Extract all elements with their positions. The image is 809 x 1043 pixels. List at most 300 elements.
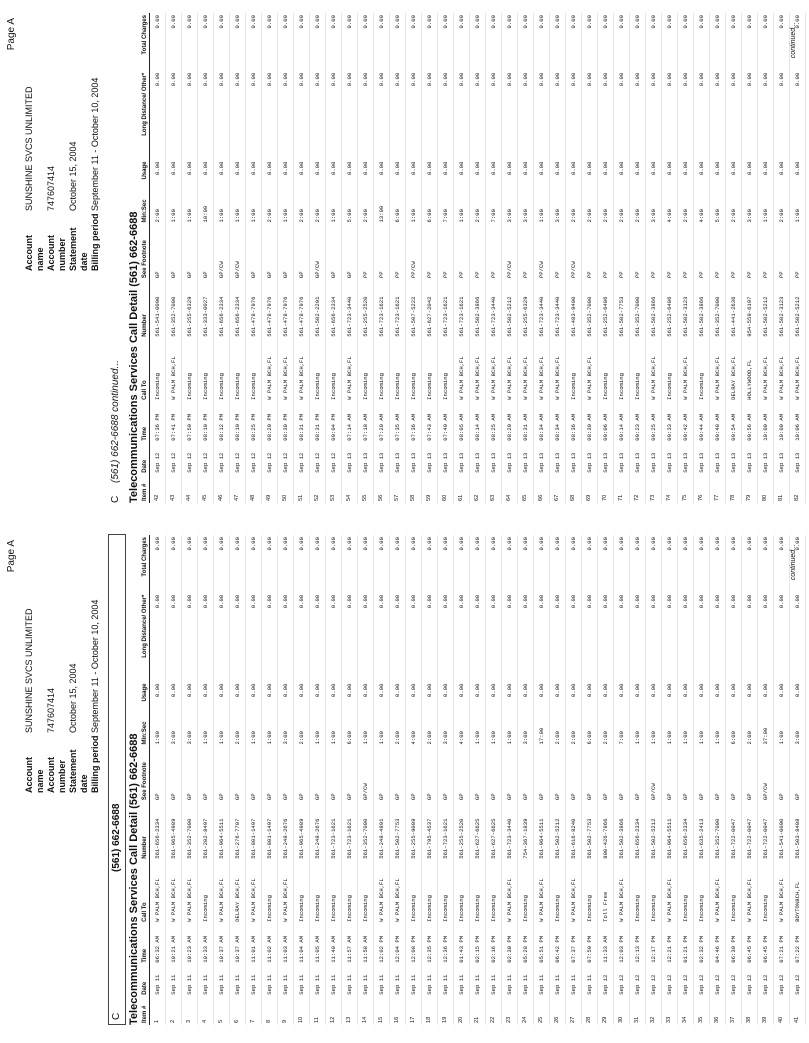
cell-call-number: 561-352-7000 — [358, 802, 374, 861]
cell-call-to: Incoming — [454, 861, 470, 924]
cell-min-sec: 1:00 — [278, 189, 294, 225]
col-footnote: See Footnote — [142, 224, 150, 280]
cell-call-to: Incoming — [438, 339, 454, 402]
cell-item-number: 32 — [646, 997, 662, 1025]
cell-long-distance: 0.00 — [374, 71, 390, 160]
cell-long-distance: 0.00 — [406, 593, 422, 682]
cell-call-time: 10:21 AM — [166, 924, 182, 965]
cell-item-number: 72 — [630, 475, 646, 503]
cell-item-number: 9 — [278, 997, 294, 1025]
cell-call-time: 08:36 AM — [566, 402, 582, 443]
cell-call-number: 561-483-8400 — [566, 280, 582, 339]
cell-long-distance: 0.00 — [326, 71, 342, 160]
cell-call-time: 09:44 AM — [694, 402, 710, 443]
cell-min-sec: 3:00 — [646, 189, 662, 225]
cell-call-date: Sep 11 — [214, 965, 230, 997]
cell-usage: 0.00 — [646, 160, 662, 189]
cell-item-number: 3 — [182, 997, 198, 1025]
cell-footnote: PP — [646, 224, 662, 280]
cell-long-distance: 0.00 — [358, 71, 374, 160]
cell-call-time: 07:14 AM — [342, 402, 358, 443]
cell-footnote: GP — [566, 746, 582, 802]
cell-footnote: GP — [198, 224, 214, 280]
cell-total-charges: 0.00 — [534, 13, 550, 71]
cell-total-charges: 0.00 — [214, 13, 230, 71]
cell-call-date: Sep 12 — [214, 443, 230, 475]
cell-call-number: 561-723-1621 — [342, 802, 358, 861]
cell-call-to: W PALM BCH,FL — [534, 339, 550, 402]
cell-usage: 0.00 — [326, 160, 342, 189]
cell-footnote: GP — [166, 224, 182, 280]
table-row — [550, 13, 566, 503]
cell-call-date: Sep 12 — [790, 965, 806, 997]
cell-total-charges: 0.00 — [742, 535, 758, 593]
call-detail-table — [142, 535, 806, 1025]
cell-call-number: 561-795-4537 — [422, 802, 438, 861]
cell-item-number: 60 — [438, 475, 454, 503]
cell-usage: 0.00 — [598, 682, 614, 711]
cell-long-distance: 0.00 — [326, 593, 342, 682]
cell-usage: 0.00 — [566, 682, 582, 711]
cell-total-charges: 0.00 — [534, 535, 550, 593]
cell-total-charges: 0.00 — [694, 535, 710, 593]
cell-usage: 0.00 — [678, 682, 694, 711]
cell-usage: 0.00 — [406, 682, 422, 711]
cell-usage: 0.00 — [374, 160, 390, 189]
cell-call-number: 561-248-2676 — [278, 802, 294, 861]
cell-item-number: 7 — [246, 997, 262, 1025]
cell-min-sec: 2:00 — [294, 711, 310, 747]
cell-usage: 0.00 — [598, 160, 614, 189]
cell-call-to: W PALM BCH,FL — [774, 339, 790, 402]
table-row — [342, 13, 358, 503]
table-row — [790, 13, 806, 503]
cell-item-number: 5 — [214, 997, 230, 1025]
cell-call-time: 02:16 PM — [486, 924, 502, 965]
cell-total-charges: 0.00 — [262, 535, 278, 593]
cell-call-date: Sep 11 — [230, 965, 246, 997]
cell-item-number: 77 — [710, 475, 726, 503]
cell-long-distance: 0.00 — [646, 593, 662, 682]
cell-min-sec: 1:00 — [214, 711, 230, 747]
cell-call-time: 11:05 AM — [310, 924, 326, 965]
cell-footnote: GP/CW — [214, 224, 230, 280]
cell-long-distance: 0.00 — [726, 71, 742, 160]
cell-call-number: 561-627-6625 — [470, 802, 486, 861]
call-rows-left — [150, 535, 806, 1025]
table-row — [710, 535, 726, 1025]
cell-call-to: HOLLYWOOD,FL — [742, 339, 758, 402]
cell-call-date: Sep 12 — [294, 443, 310, 475]
cell-item-number: 41 — [790, 997, 806, 1025]
cell-call-to: Incoming — [358, 861, 374, 924]
cell-call-date: Sep 13 — [358, 443, 374, 475]
cell-long-distance: 0.00 — [438, 593, 454, 682]
cell-long-distance: 0.00 — [358, 593, 374, 682]
col-item: Item # — [142, 475, 150, 503]
table-row — [406, 535, 422, 1025]
cell-call-date: Sep 12 — [598, 965, 614, 997]
cell-item-number: 54 — [342, 475, 358, 503]
cell-call-date: Sep 13 — [454, 443, 470, 475]
cell-total-charges: 0.00 — [774, 535, 790, 593]
section-header-bar — [108, 534, 126, 1025]
cell-call-time: 10:00 AM — [758, 402, 774, 443]
col-total: Total Charges — [142, 535, 150, 593]
cell-call-date: Sep 12 — [166, 443, 182, 475]
cell-call-date: Sep 11 — [278, 965, 294, 997]
cell-item-number: 40 — [774, 997, 790, 1025]
table-row — [742, 535, 758, 1025]
cell-total-charges: 0.00 — [598, 13, 614, 71]
cell-item-number: 8 — [262, 997, 278, 1025]
cell-footnote: GP — [406, 746, 422, 802]
cell-call-time: 11:01 AM — [246, 924, 262, 965]
cell-call-time: 09:56 AM — [742, 402, 758, 443]
table-row — [486, 13, 502, 503]
cell-call-number: 561-352-7000 — [630, 280, 646, 339]
cell-usage: 0.00 — [150, 682, 166, 711]
cell-call-time: 10:06 AM — [790, 402, 806, 443]
cell-total-charges: 0.00 — [630, 535, 646, 593]
cell-call-time: 07:37 PM — [566, 924, 582, 965]
cell-call-to: W PALM BCH,FL — [710, 861, 726, 924]
cell-call-time: 11:40 AM — [326, 924, 342, 965]
cell-total-charges: 0.00 — [566, 535, 582, 593]
cell-item-number: 66 — [534, 475, 550, 503]
cell-min-sec: 2:00 — [742, 711, 758, 747]
cell-call-date: Sep 11 — [454, 965, 470, 997]
cell-call-to: W PALM BCH,FL — [486, 339, 502, 402]
cell-item-number: 69 — [582, 475, 598, 503]
cell-min-sec: 1:00 — [326, 711, 342, 747]
cell-total-charges: 0.00 — [150, 13, 166, 71]
section-phone-number: (561) 662-6688 — [111, 803, 122, 872]
cell-call-date: Sep 12 — [710, 965, 726, 997]
cell-call-time: 07:35 AM — [390, 402, 406, 443]
cell-call-time: 08:31 PM — [310, 402, 326, 443]
cell-min-sec: 2:00 — [390, 711, 406, 747]
cell-min-sec: 7:00 — [486, 189, 502, 225]
cell-min-sec: 37:00 — [758, 711, 774, 747]
cell-long-distance: 0.00 — [710, 71, 726, 160]
cell-call-date: Sep 11 — [502, 965, 518, 997]
cell-call-time: 08:31 PM — [294, 402, 310, 443]
cell-call-to: Incoming — [486, 861, 502, 924]
cell-call-number: 561-965-4989 — [166, 802, 182, 861]
cell-usage: 0.00 — [774, 682, 790, 711]
table-row — [758, 535, 774, 1025]
cell-call-to: Incoming — [470, 861, 486, 924]
cell-long-distance: 0.00 — [566, 593, 582, 682]
cell-call-time: 06:32 AM — [150, 924, 166, 965]
cell-min-sec: 1:00 — [790, 189, 806, 225]
cell-call-time: 12:04 PM — [390, 924, 406, 965]
cell-call-to: W PALM BCH,FL — [470, 339, 486, 402]
cell-long-distance: 0.00 — [550, 71, 566, 160]
cell-total-charges: 0.00 — [582, 535, 598, 593]
cell-item-number: 76 — [694, 475, 710, 503]
cell-min-sec: 2:00 — [150, 189, 166, 225]
cell-usage: 0.00 — [790, 682, 806, 711]
cell-footnote: PP — [694, 224, 710, 280]
cell-long-distance: 0.00 — [726, 593, 742, 682]
cell-call-number: 561-723-1621 — [326, 802, 342, 861]
cell-call-number: 561-503-8408 — [790, 802, 806, 861]
account-name: SUNSHINE SVCS UNLIMITED — [24, 608, 34, 733]
col-usage: Usage — [142, 160, 150, 189]
cell-call-to: W PALM BCH,FL — [582, 339, 598, 402]
cell-call-time: 08:05 AM — [454, 402, 470, 443]
cell-call-to: Incoming — [630, 861, 646, 924]
cell-footnote: PP — [422, 224, 438, 280]
cell-call-number: 561-722-0047 — [726, 802, 742, 861]
cell-usage: 0.00 — [246, 160, 262, 189]
cell-call-date: Sep 13 — [774, 443, 790, 475]
cell-call-number: 561-478-7976 — [294, 280, 310, 339]
cell-usage: 0.00 — [214, 160, 230, 189]
cell-call-to: W PALM BCH,FL — [742, 861, 758, 924]
cell-min-sec: 3:00 — [518, 711, 534, 747]
cell-call-number: 954-559-6197 — [742, 280, 758, 339]
cell-call-time: 09:04 PM — [326, 402, 342, 443]
cell-footnote: GP — [214, 746, 230, 802]
cell-call-time: 06:42 PM — [550, 924, 566, 965]
col-long-distance: Long Distance/ Other* — [142, 593, 150, 682]
cell-long-distance: 0.00 — [198, 593, 214, 682]
cell-total-charges: 0.00 — [758, 535, 774, 593]
cell-min-sec: 1:00 — [646, 711, 662, 747]
cell-call-time: 09:33 AM — [662, 402, 678, 443]
cell-call-time: 09:54 AM — [726, 402, 742, 443]
cell-long-distance: 0.00 — [486, 71, 502, 160]
cell-long-distance: 0.00 — [278, 71, 294, 160]
cell-call-date: Sep 13 — [694, 443, 710, 475]
account-number-label: Account number — [46, 757, 67, 793]
cell-call-date: Sep 12 — [662, 965, 678, 997]
cell-call-time: 12:35 PM — [422, 924, 438, 965]
cell-min-sec: 1:00 — [230, 189, 246, 225]
cell-call-time: 08:25 PM — [246, 402, 262, 443]
cell-min-sec: 5:00 — [342, 189, 358, 225]
cell-total-charges: 0.00 — [502, 535, 518, 593]
cell-min-sec: 1:00 — [502, 711, 518, 747]
table-header-row — [142, 535, 150, 1025]
cell-call-number: 561-616-8240 — [566, 802, 582, 861]
cell-call-number: 561-502-7753 — [390, 802, 406, 861]
cell-call-to: W PALM BCH,FL — [710, 339, 726, 402]
cell-min-sec: 4:00 — [662, 189, 678, 225]
cell-item-number: 68 — [566, 475, 582, 503]
table-row — [742, 13, 758, 503]
cell-call-time: 08:34 AM — [534, 402, 550, 443]
cell-long-distance: 0.00 — [662, 593, 678, 682]
table-row — [166, 535, 182, 1025]
cell-min-sec: 3:00 — [742, 189, 758, 225]
cell-call-number: 561-964-5511 — [214, 802, 230, 861]
cell-call-number: 561-541-0090 — [150, 280, 166, 339]
cell-item-number: 44 — [182, 475, 198, 503]
cell-min-sec: 2:00 — [678, 189, 694, 225]
col-minsec: Min:Sec — [142, 189, 150, 225]
cell-long-distance: 0.00 — [742, 593, 758, 682]
cell-total-charges: 0.00 — [310, 535, 326, 593]
cell-call-date: Sep 13 — [342, 443, 358, 475]
cell-long-distance: 0.00 — [150, 593, 166, 682]
cell-usage: 0.00 — [278, 160, 294, 189]
cell-call-date: Sep 12 — [262, 443, 278, 475]
cell-item-number: 29 — [598, 997, 614, 1025]
cell-item-number: 56 — [374, 475, 390, 503]
cell-call-time: 08:29 AM — [502, 402, 518, 443]
cell-call-date: Sep 12 — [150, 443, 166, 475]
cell-item-number: 53 — [326, 475, 342, 503]
cell-call-number: 561-723-3440 — [486, 280, 502, 339]
cell-min-sec: 1:00 — [326, 189, 342, 225]
cell-call-to: W PALM BCH,FL — [518, 339, 534, 402]
cell-call-time: 11:03 AM — [278, 924, 294, 965]
table-row — [630, 535, 646, 1025]
cell-usage: 0.00 — [486, 160, 502, 189]
page-label: Page A — [6, 18, 17, 51]
cell-item-number: 62 — [470, 475, 486, 503]
cell-min-sec: 2:00 — [598, 189, 614, 225]
cell-long-distance: 0.00 — [742, 71, 758, 160]
cell-footnote: PP — [518, 224, 534, 280]
table-row — [358, 13, 374, 503]
cell-item-number: 74 — [662, 475, 678, 503]
cell-min-sec: 1:00 — [374, 711, 390, 747]
cell-item-number: 24 — [518, 997, 534, 1025]
cell-call-number: 561-723-1621 — [438, 802, 454, 861]
cell-usage: 0.00 — [550, 682, 566, 711]
cell-usage: 0.00 — [630, 682, 646, 711]
cell-footnote: GP — [438, 746, 454, 802]
cell-item-number: 59 — [422, 475, 438, 503]
cell-call-time: 12:13 PM — [630, 924, 646, 965]
cell-usage: 0.00 — [582, 682, 598, 711]
table-row — [646, 13, 662, 503]
table-row — [182, 535, 198, 1025]
cell-call-time: 12:17 PM — [646, 924, 662, 965]
col-date: Date — [142, 443, 150, 475]
cell-total-charges: 0.00 — [646, 535, 662, 593]
cell-footnote: PP/CW — [566, 224, 582, 280]
cell-long-distance: 0.00 — [422, 71, 438, 160]
cell-footnote: GP — [422, 746, 438, 802]
cell-usage: 0.00 — [758, 682, 774, 711]
cell-long-distance: 0.00 — [198, 71, 214, 160]
cell-call-to: Incoming — [246, 339, 262, 402]
cell-call-number: 561-507-5222 — [406, 280, 422, 339]
cell-usage: 0.00 — [230, 160, 246, 189]
cell-call-number: 561-502-3866 — [646, 280, 662, 339]
cell-usage: 0.00 — [502, 682, 518, 711]
cell-usage: 0.00 — [166, 160, 182, 189]
table-row — [454, 535, 470, 1025]
cell-call-time: 11:04 AM — [294, 924, 310, 965]
cell-call-time: 07:49 AM — [438, 402, 454, 443]
cell-long-distance: 0.00 — [534, 71, 550, 160]
cell-footnote: GP — [294, 224, 310, 280]
cell-item-number: 2 — [166, 997, 182, 1025]
statement-date-label: Statement date — [68, 749, 89, 793]
cell-call-to: DELRAY BCH,FL — [726, 339, 742, 402]
col-number: Number — [142, 280, 150, 339]
table-row — [662, 13, 678, 503]
cell-call-date: Sep 13 — [742, 443, 758, 475]
cell-long-distance: 0.00 — [214, 71, 230, 160]
table-row — [790, 535, 806, 1025]
cell-usage: 0.00 — [470, 682, 486, 711]
cell-min-sec: 6:00 — [342, 711, 358, 747]
cell-call-number: 561-502-3866 — [470, 280, 486, 339]
cell-call-date: Sep 13 — [518, 443, 534, 475]
cell-usage: 0.00 — [518, 160, 534, 189]
cell-usage: 0.00 — [166, 682, 182, 711]
table-row — [262, 535, 278, 1025]
cell-min-sec: 1:00 — [662, 711, 678, 747]
cell-item-number: 23 — [502, 997, 518, 1025]
cell-total-charges: 0.00 — [294, 13, 310, 71]
cell-total-charges: 0.00 — [470, 13, 486, 71]
statement-date: October 15, 2004 — [68, 663, 78, 733]
cell-footnote: GP — [742, 746, 758, 802]
cell-call-time: 07:20 AM — [374, 402, 390, 443]
cell-call-date: Sep 12 — [630, 965, 646, 997]
cell-total-charges: 0.00 — [582, 13, 598, 71]
cell-call-date: Sep 12 — [774, 965, 790, 997]
cell-min-sec: 2:00 — [774, 189, 790, 225]
cell-usage: 0.00 — [150, 160, 166, 189]
cell-call-time: 06:45 PM — [758, 924, 774, 965]
cell-min-sec: 1:00 — [534, 189, 550, 225]
cell-min-sec: 1:00 — [758, 189, 774, 225]
cell-call-time: 11:57 AM — [342, 924, 358, 965]
cell-item-number: 26 — [550, 997, 566, 1025]
cell-total-charges: 0.00 — [662, 535, 678, 593]
cell-long-distance: 0.00 — [246, 593, 262, 682]
cell-call-number: 561-964-5511 — [662, 802, 678, 861]
cell-call-date: Sep 13 — [678, 443, 694, 475]
table-row — [726, 13, 742, 503]
cell-usage: 0.00 — [614, 682, 630, 711]
cell-min-sec: 2:00 — [598, 711, 614, 747]
table-row — [150, 535, 166, 1025]
cell-total-charges: 0.00 — [406, 13, 422, 71]
cell-usage: 0.00 — [694, 160, 710, 189]
cell-call-date: Sep 11 — [262, 965, 278, 997]
cell-item-number: 30 — [614, 997, 630, 1025]
col-footnote: See Footnote — [142, 746, 150, 802]
cell-item-number: 46 — [214, 475, 230, 503]
cell-usage: 0.00 — [630, 160, 646, 189]
cell-footnote: GP — [342, 224, 358, 280]
cell-call-number: 561-627-2042 — [422, 280, 438, 339]
cell-call-time: 04:46 PM — [710, 924, 726, 965]
cell-long-distance: 0.00 — [598, 71, 614, 160]
cell-call-date: Sep 11 — [582, 965, 598, 997]
cell-call-number: 561-352-7000 — [710, 802, 726, 861]
cell-call-to: DELRAY BCH,FL — [230, 861, 246, 924]
cell-call-date: Sep 11 — [182, 965, 198, 997]
cell-min-sec: 2:00 — [230, 711, 246, 747]
cell-call-to: Incoming — [566, 339, 582, 402]
cell-footnote: PP — [454, 224, 470, 280]
cell-item-number: 73 — [646, 475, 662, 503]
cell-total-charges: 0.00 — [774, 13, 790, 71]
cell-call-date: Sep 11 — [422, 965, 438, 997]
